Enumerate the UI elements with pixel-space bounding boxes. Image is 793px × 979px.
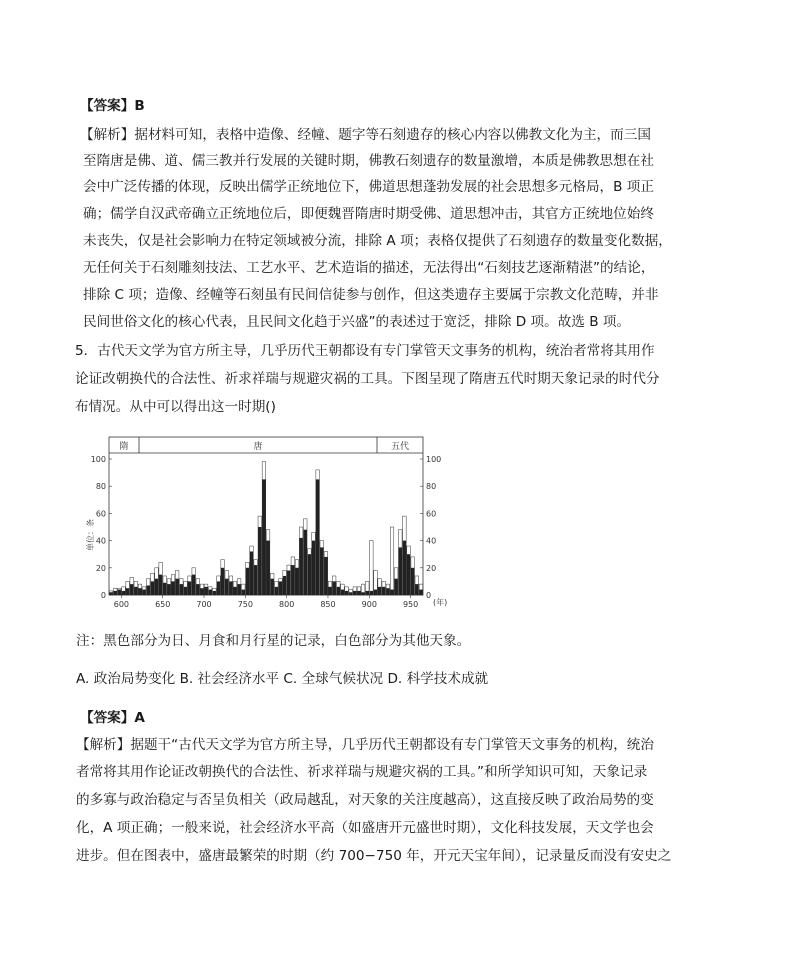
bar-other-900 (370, 541, 374, 595)
bar-eclipse-750 (246, 568, 250, 595)
bar-eclipse-770 (262, 479, 266, 595)
bar-eclipse-585 (109, 592, 113, 595)
bar-eclipse-890 (361, 592, 365, 595)
bar-eclipse-735 (233, 587, 237, 595)
bar-eclipse-955 (415, 584, 419, 595)
astronomy-records-chart (84, 433, 454, 611)
bar-eclipse-915 (382, 587, 386, 595)
bar-eclipse-605 (126, 588, 130, 595)
bar-eclipse-810 (295, 568, 299, 595)
q5-analysis-line-1: 【解析】据题干“古代天文学为官方所主导，几乎历代王朝都设有专门掌管天文事务的机构，统治 (76, 737, 654, 753)
q5-answer: 【答案】A (80, 710, 145, 726)
bar-eclipse-820 (303, 530, 307, 595)
bar-eclipse-775 (266, 541, 270, 595)
xtick-label-600: 600 (113, 600, 130, 609)
q4-analysis-line-5: 未丧失，仅是社会影响力在特定领域被分流，排除 A 项；表格仅提供了石刻遗存的数量变化数据， (83, 233, 672, 249)
ytick-label-left-0: 0 (100, 591, 106, 600)
q5-analysis-line-5: 进步。但在图表中，盛唐最繁荣的时期（约 700−750 年，开元天宝年间），记录量反而没有安史之 (76, 848, 672, 864)
bar-eclipse-625 (142, 590, 146, 595)
ytick-label-right-20: 20 (426, 563, 437, 573)
x-axis-unit: (年) (433, 598, 448, 607)
bar-eclipse-835 (316, 479, 320, 595)
xtick-label-650: 650 (155, 600, 171, 609)
bar-eclipse-805 (291, 565, 295, 595)
bar-eclipse-650 (163, 583, 167, 595)
bar-eclipse-875 (349, 592, 353, 595)
bar-eclipse-870 (345, 591, 349, 595)
bar-eclipse-950 (411, 568, 415, 595)
bar-eclipse-710 (213, 591, 217, 595)
y-axis-label: 单位：条 (86, 519, 95, 551)
bar-eclipse-640 (155, 579, 159, 595)
bar-eclipse-590 (113, 591, 117, 595)
q5-options: A. 政治局势变化 B. 社会经济水平 C. 全球气候状况 D. 科学技术成就 (76, 671, 489, 687)
dynasty-label-tang: 唐 (253, 442, 263, 452)
bar-eclipse-755 (250, 551, 254, 595)
ytick-label-right-80: 80 (426, 482, 437, 492)
bar-eclipse-785 (275, 587, 279, 595)
bar-eclipse-725 (225, 579, 229, 595)
bar-eclipse-645 (159, 575, 163, 595)
bar-eclipse-850 (328, 587, 332, 595)
bar-eclipse-610 (130, 584, 134, 595)
q4-analysis-line-3: 会中广泛传播的体现，反映出儒学正统地位下，佛道思想蓬勃发展的社会思想多元格局，B 项正 (83, 179, 654, 195)
q4-analysis-line-1: 【解析】据材料可知，表格中造像、经幢、题字等石刻遗存的核心内容以佛教文化为主，而三国 (80, 127, 651, 143)
bar-eclipse-635 (151, 581, 155, 595)
bar-eclipse-730 (229, 581, 233, 595)
bar-eclipse-665 (175, 579, 179, 595)
q5-analysis-line-2: 者常将其用作论证改朝换代的合法性、祈求祥瑞与规避灾祸的工具。”和所学知识可知，天象记录 (76, 764, 648, 780)
bar-eclipse-760 (254, 565, 258, 595)
ytick-label-right-60: 60 (426, 509, 437, 519)
bar-eclipse-905 (374, 590, 378, 595)
q5-analysis-line-3: 的多寡与政治稳定与否呈负相关（政局越乱，对天象的关注度越高），这直接反映了政治局势的变 (76, 792, 654, 808)
xtick-label-800: 800 (279, 600, 295, 609)
bar-eclipse-670 (180, 584, 184, 595)
bar-eclipse-715 (217, 581, 221, 595)
bar-eclipse-620 (138, 588, 142, 595)
ytick-label-left-40: 40 (95, 536, 106, 546)
q5-stem-line-2: 论证改朝换代的合法性、祈求祥瑞与规避灾祸的工具。下图呈现了隋唐五代时期天象记录的时代分 (75, 371, 660, 387)
bar-eclipse-630 (146, 585, 150, 595)
bar-eclipse-825 (308, 554, 312, 595)
q5-chart-note: 注：黑色部分为日、月食和月行星的记录，白色部分为其他天象。 (76, 633, 471, 649)
bar-eclipse-900 (370, 591, 374, 595)
bar-eclipse-700 (204, 587, 208, 595)
bar-eclipse-655 (167, 584, 171, 595)
dynasty-label-sui: 隋 (119, 442, 129, 452)
bar-eclipse-945 (407, 554, 411, 595)
q4-analysis-line-6: 无任何关于石刻雕刻技法、工艺水平、艺术造诣的描述，无法得出“石刻技艺逐渐精湛”的结论， (83, 260, 655, 276)
q4-analysis-line-4: 确；儒学自汉武帝确立正统地位后，即便魏晋隋唐时期受佛、道思想冲击，其官方正统地位始终 (83, 206, 654, 222)
bar-eclipse-895 (365, 591, 369, 595)
bar-eclipse-845 (324, 557, 328, 595)
bar-eclipse-865 (341, 590, 345, 595)
bar-eclipse-885 (357, 591, 361, 595)
bar-eclipse-690 (196, 584, 200, 595)
bar-eclipse-600 (122, 591, 126, 595)
bar-eclipse-705 (208, 590, 212, 595)
bar-eclipse-940 (403, 541, 407, 595)
q5-stem-line-3: 布情况。从中可以得出这一时期() (75, 399, 276, 415)
bar-eclipse-925 (390, 590, 394, 595)
bar-eclipse-840 (320, 547, 324, 595)
bar-eclipse-695 (200, 588, 204, 595)
ytick-label-left-100: 100 (90, 455, 106, 464)
bar-eclipse-795 (283, 576, 287, 595)
q4-answer: 【答案】B (80, 98, 145, 114)
xtick-label-750: 750 (237, 600, 253, 609)
q4-analysis-line-2: 至隋唐是佛、道、儒三教并行发展的关键时期，佛教石刻遗存的数量激增，本质是佛教思想在社 (83, 153, 654, 169)
bar-eclipse-660 (171, 581, 175, 595)
ytick-label-right-40: 40 (426, 536, 437, 546)
ytick-label-right-100: 100 (426, 455, 442, 464)
bar-eclipse-780 (270, 579, 274, 595)
bar-eclipse-910 (378, 587, 382, 595)
bar-eclipse-790 (279, 581, 283, 595)
bar-eclipse-920 (386, 588, 390, 595)
xtick-label-900: 900 (361, 600, 377, 609)
ytick-label-right-0: 0 (426, 591, 432, 600)
bar-eclipse-680 (188, 581, 192, 595)
xtick-label-950: 950 (402, 600, 419, 609)
bar-eclipse-880 (353, 591, 357, 595)
q4-analysis-line-7: 排除 C 项；造像、经幢等石刻虽有民间信徒参与创作，但这类遗存主要属于宗教文化范畴，并非 (83, 287, 659, 303)
ytick-label-left-20: 20 (95, 563, 106, 573)
bar-eclipse-815 (299, 538, 303, 595)
bar-eclipse-930 (394, 579, 398, 595)
q4-analysis-line-8: 民间世俗文化的核心代表，且民间文化趋于兴盛”的表述过于宽泛，排除 D 项。故选 B 项。 (83, 314, 631, 330)
chart-bars (109, 462, 422, 595)
bar-other-925 (390, 527, 394, 595)
bar-eclipse-745 (242, 590, 246, 595)
bar-eclipse-675 (184, 587, 188, 595)
dynasty-label-wudai: 五代 (390, 442, 410, 452)
bar-eclipse-855 (332, 581, 336, 595)
bar-eclipse-765 (258, 527, 262, 595)
xtick-label-850: 850 (320, 600, 336, 609)
bar-eclipse-935 (399, 547, 403, 595)
bar-eclipse-860 (337, 587, 341, 595)
bar-eclipse-830 (312, 541, 316, 595)
ytick-label-left-60: 60 (95, 509, 106, 519)
ytick-label-left-80: 80 (95, 482, 106, 492)
xtick-label-700: 700 (196, 600, 212, 609)
bar-eclipse-685 (192, 575, 196, 595)
bar-eclipse-740 (237, 584, 241, 595)
bar-eclipse-615 (134, 587, 138, 595)
bar-eclipse-595 (118, 590, 122, 595)
bar-eclipse-960 (419, 590, 423, 595)
bar-eclipse-800 (287, 571, 291, 595)
q5-stem-line-1: 5．古代天文学为官方所主导，几乎历代王朝都设有专门掌管天文事务的机构，统治者常将其用作 (75, 343, 655, 359)
q5-analysis-line-4: 化，A 项正确；一般来说，社会经济水平高（如盛唐开元盛世时期），文化科技发展，天文学也会 (76, 820, 654, 836)
bar-eclipse-720 (221, 568, 225, 595)
